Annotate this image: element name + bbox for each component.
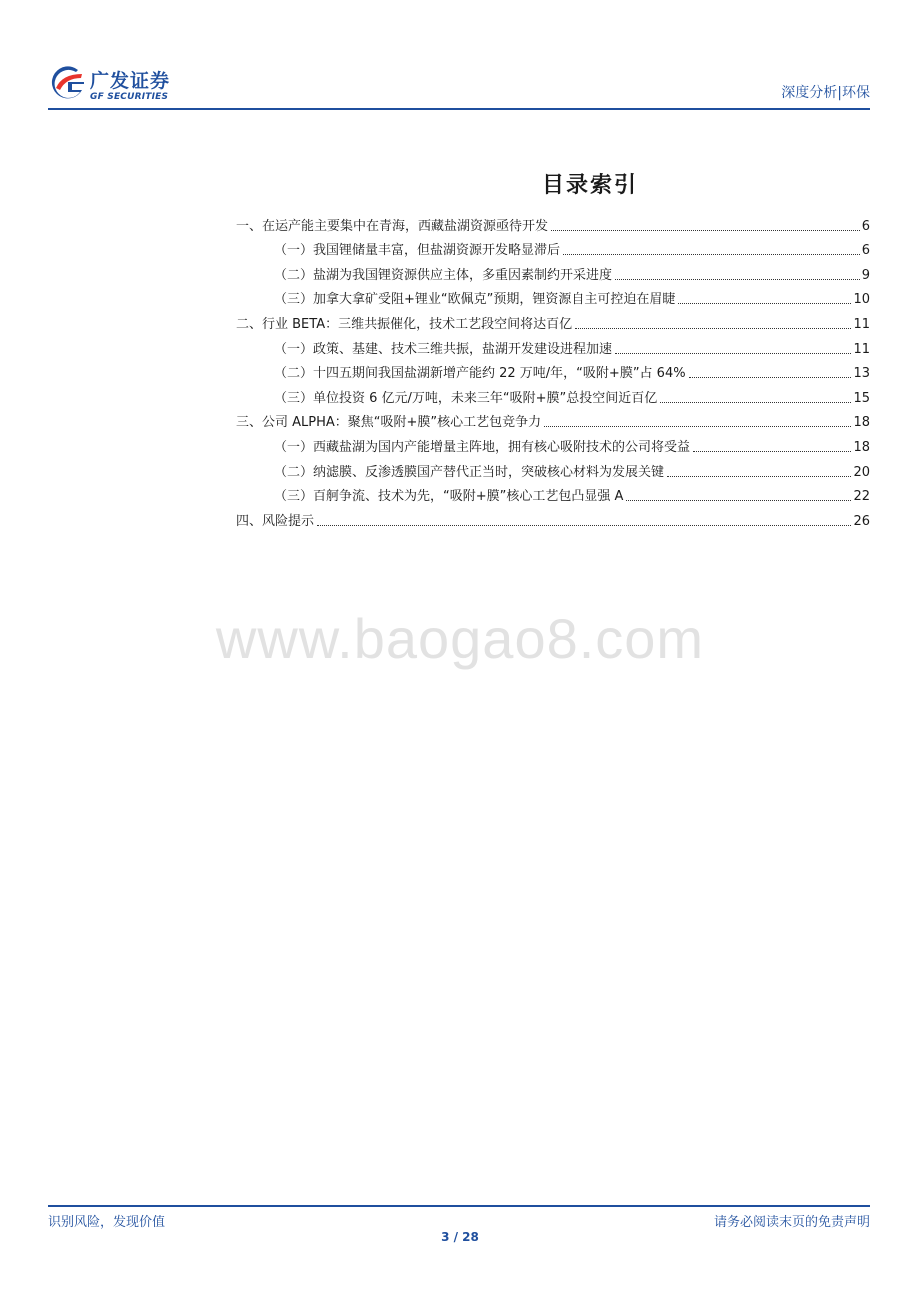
toc-entry-title: 三、公司 ALPHA：聚焦“吸附+膜”核心工艺包竞争力 bbox=[236, 415, 542, 431]
toc-entry-title: 四、风险提示 bbox=[236, 513, 315, 529]
toc-entry-page: 18 bbox=[853, 415, 870, 431]
toc-entry-page: 11 bbox=[853, 341, 870, 357]
toc-entry-title: （三）加拿大拿矿受阻+锂业“欧佩克”预期，锂资源自主可控迫在眉睫 bbox=[274, 292, 676, 308]
toc-entry[interactable] bbox=[236, 284, 870, 309]
toc-leader-dots bbox=[615, 353, 851, 354]
toc-entry-page: 6 bbox=[861, 243, 870, 259]
footer-slogan: 识别风险，发现价值 bbox=[48, 1215, 166, 1230]
toc-entry-page: 26 bbox=[853, 513, 870, 529]
toc-leader-dots bbox=[551, 230, 860, 231]
toc-entry-page: 10 bbox=[853, 292, 870, 308]
toc-entry-title: 一、在运产能主要集中在青海，西藏盐湖资源亟待开发 bbox=[236, 218, 549, 234]
toc-entry-page: 11 bbox=[853, 316, 870, 332]
toc-leader-dots bbox=[660, 402, 851, 403]
toc-entry[interactable] bbox=[236, 456, 870, 481]
toc-entry-title: （三）单位投资 6 亿元/万吨，未来三年“吸附+膜”总投空间近百亿 bbox=[274, 390, 658, 406]
toc-entry-page: 15 bbox=[853, 390, 870, 406]
toc-leader-dots bbox=[563, 254, 860, 255]
toc-entry-title: （二）纳滤膜、反渗透膜国产替代正当时，突破核心材料为发展关键 bbox=[274, 464, 665, 480]
footer-disclaimer: 请务必阅读末页的免责声明 bbox=[713, 1215, 870, 1230]
toc-entry[interactable] bbox=[236, 308, 870, 333]
toc-leader-dots bbox=[544, 426, 851, 427]
toc-leader-dots bbox=[689, 377, 852, 378]
toc-entry-title: （一）西藏盐湖为国内产能增量主阵地，拥有核心吸附技术的公司将受益 bbox=[274, 439, 691, 455]
logo-chinese-text: 广发证券 bbox=[90, 70, 171, 92]
footer-divider bbox=[48, 1205, 870, 1207]
toc-leader-dots bbox=[615, 279, 860, 280]
report-category: 深度分析|环保 bbox=[781, 85, 870, 101]
toc-entry[interactable] bbox=[236, 210, 870, 235]
toc-entry[interactable] bbox=[236, 358, 870, 383]
toc-entry-page: 18 bbox=[853, 439, 870, 455]
toc-leader-dots bbox=[667, 476, 851, 477]
toc-entry[interactable] bbox=[236, 259, 870, 284]
toc-entry-page: 6 bbox=[861, 218, 870, 234]
gf-logo-icon bbox=[48, 64, 88, 104]
table-of-contents bbox=[236, 210, 870, 530]
toc-entry[interactable] bbox=[236, 235, 870, 260]
toc-entry-page: 13 bbox=[853, 366, 870, 382]
gf-securities-logo bbox=[48, 64, 198, 108]
page-number: 3 / 28 bbox=[441, 1230, 479, 1244]
toc-entry[interactable] bbox=[236, 333, 870, 358]
toc-entry-page: 20 bbox=[853, 464, 870, 480]
toc-leader-dots bbox=[575, 328, 851, 329]
toc-entry-page: 22 bbox=[853, 489, 870, 505]
toc-entry-title: （二）盐湖为我国锂资源供应主体，多重因素制约开采进度 bbox=[274, 267, 613, 283]
toc-entry[interactable] bbox=[236, 481, 870, 506]
toc-leader-dots bbox=[678, 303, 851, 304]
toc-entry-page: 9 bbox=[861, 267, 870, 283]
toc-entry-title: （一）我国锂储量丰富，但盐湖资源开发略显滞后 bbox=[274, 243, 561, 259]
header-divider bbox=[48, 108, 870, 110]
toc-entry[interactable] bbox=[236, 505, 870, 530]
toc-entry[interactable] bbox=[236, 382, 870, 407]
toc-leader-dots bbox=[626, 500, 851, 501]
logo-english-text: GF SECURITIES bbox=[90, 92, 169, 102]
toc-entry-title: （一）政策、基建、技术三维共振，盐湖开发建设进程加速 bbox=[274, 341, 613, 357]
toc-leader-dots bbox=[317, 525, 851, 526]
toc-leader-dots bbox=[693, 451, 851, 452]
toc-entry-title: （二）十四五期间我国盐湖新增产能约 22 万吨/年，“吸附+膜”占 64% bbox=[274, 366, 686, 382]
watermark: www.baogao8.com bbox=[215, 607, 705, 670]
toc-entry[interactable] bbox=[236, 407, 870, 432]
toc-entry[interactable] bbox=[236, 431, 870, 456]
toc-entry-title: （三）百舸争流、技术为先，“吸附+膜”核心工艺包凸显强 A bbox=[274, 489, 624, 505]
toc-entry-title: 二、行业 BETA：三维共振催化，技术工艺段空间将达百亿 bbox=[236, 316, 573, 332]
page-header bbox=[48, 60, 870, 110]
page-title: 目录索引 bbox=[541, 173, 638, 198]
